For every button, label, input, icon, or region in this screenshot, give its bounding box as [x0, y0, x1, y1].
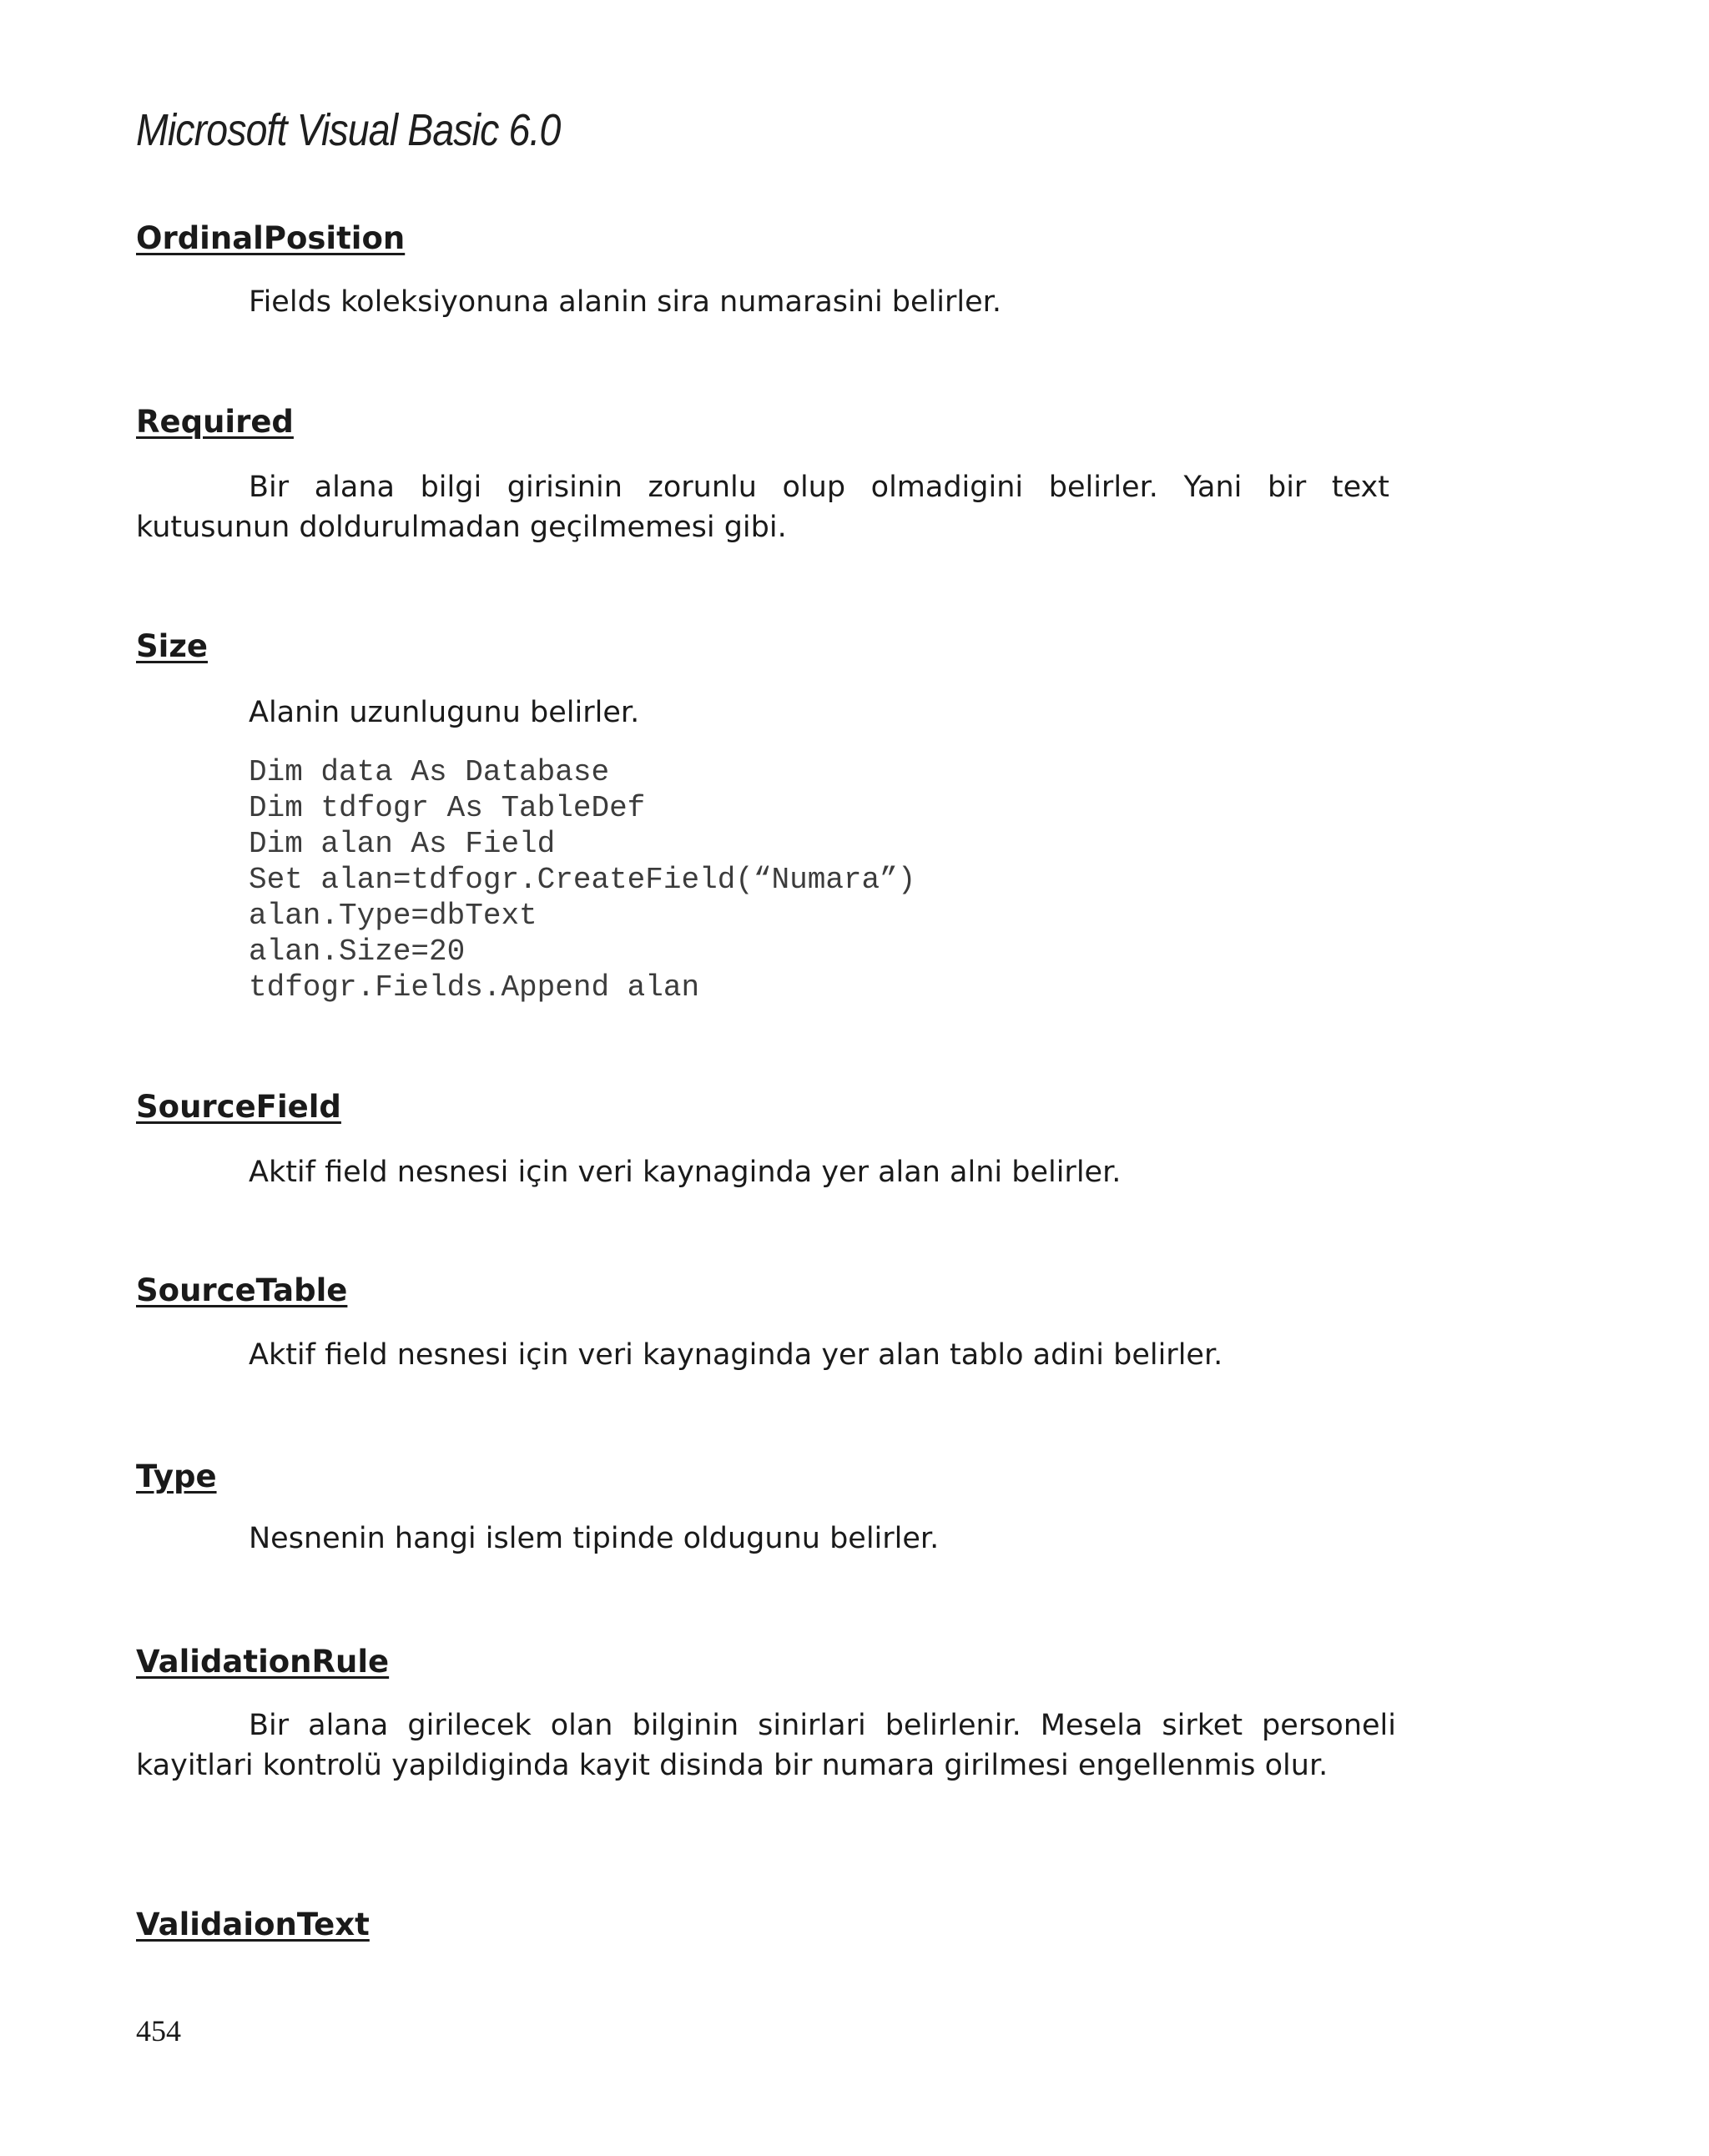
section-text-required: Bir alana bilgi girisinin zorunlu olup olmadigini belirler. Yani bir text kutusunun doldurulmadan geçilmemesi gibi. [136, 471, 1389, 544]
code-line: Dim tdfogr As TableDef [249, 791, 646, 825]
section-heading-required: Required [136, 404, 294, 440]
section-heading-size: Size [136, 628, 208, 664]
code-line: tdfogr.Fields.Append alan [249, 970, 700, 1005]
section-heading-ordinalposition: OrdinalPosition [136, 220, 406, 256]
code-line: Dim data As Database [249, 755, 610, 789]
section-text-validationrule: Bir alana girilecek olan bilginin sinirlari belirlenir. Mesela sirket personeli kayitlari kontrolü yapildiginda kayit disinda bir numara girilmesi engellenmis olur. [136, 1709, 1396, 1782]
section-heading-type: Type [136, 1458, 217, 1494]
code-line: Set alan=tdfogr.CreateField(“Numara”) [249, 863, 916, 897]
section-text-size: Alanin uzunlugunu belirler. [249, 696, 640, 729]
section-text-ordinalposition: Fields koleksiyonuna alanin sira numarasini belirler. [249, 285, 1001, 319]
section-text-sourcefield: Aktif field nesnesi için veri kaynaginda yer alan alni belirler. [249, 1156, 1122, 1189]
code-line: Dim alan As Field [249, 827, 556, 861]
section-text-type: Nesnenin hangi islem tipinde oldugunu belirler. [249, 1522, 940, 1555]
page-number: 454 [136, 2014, 181, 2048]
section-heading-sourcetable: SourceTable [136, 1272, 348, 1308]
page-header-title: Microsoft Visual Basic 6.0 [136, 105, 561, 155]
section-heading-validaiontext: ValidaionText [136, 1907, 370, 1942]
section-heading-validationrule: ValidationRule [136, 1644, 390, 1680]
code-block [249, 754, 915, 1005]
section-heading-sourcefield: SourceField [136, 1089, 341, 1125]
code-line: alan.Size=20 [249, 934, 466, 969]
section-text-sourcetable: Aktif field nesnesi için veri kaynaginda yer alan tablo adini belirler. [249, 1338, 1223, 1372]
code-line: alan.Type=dbText [249, 899, 537, 933]
